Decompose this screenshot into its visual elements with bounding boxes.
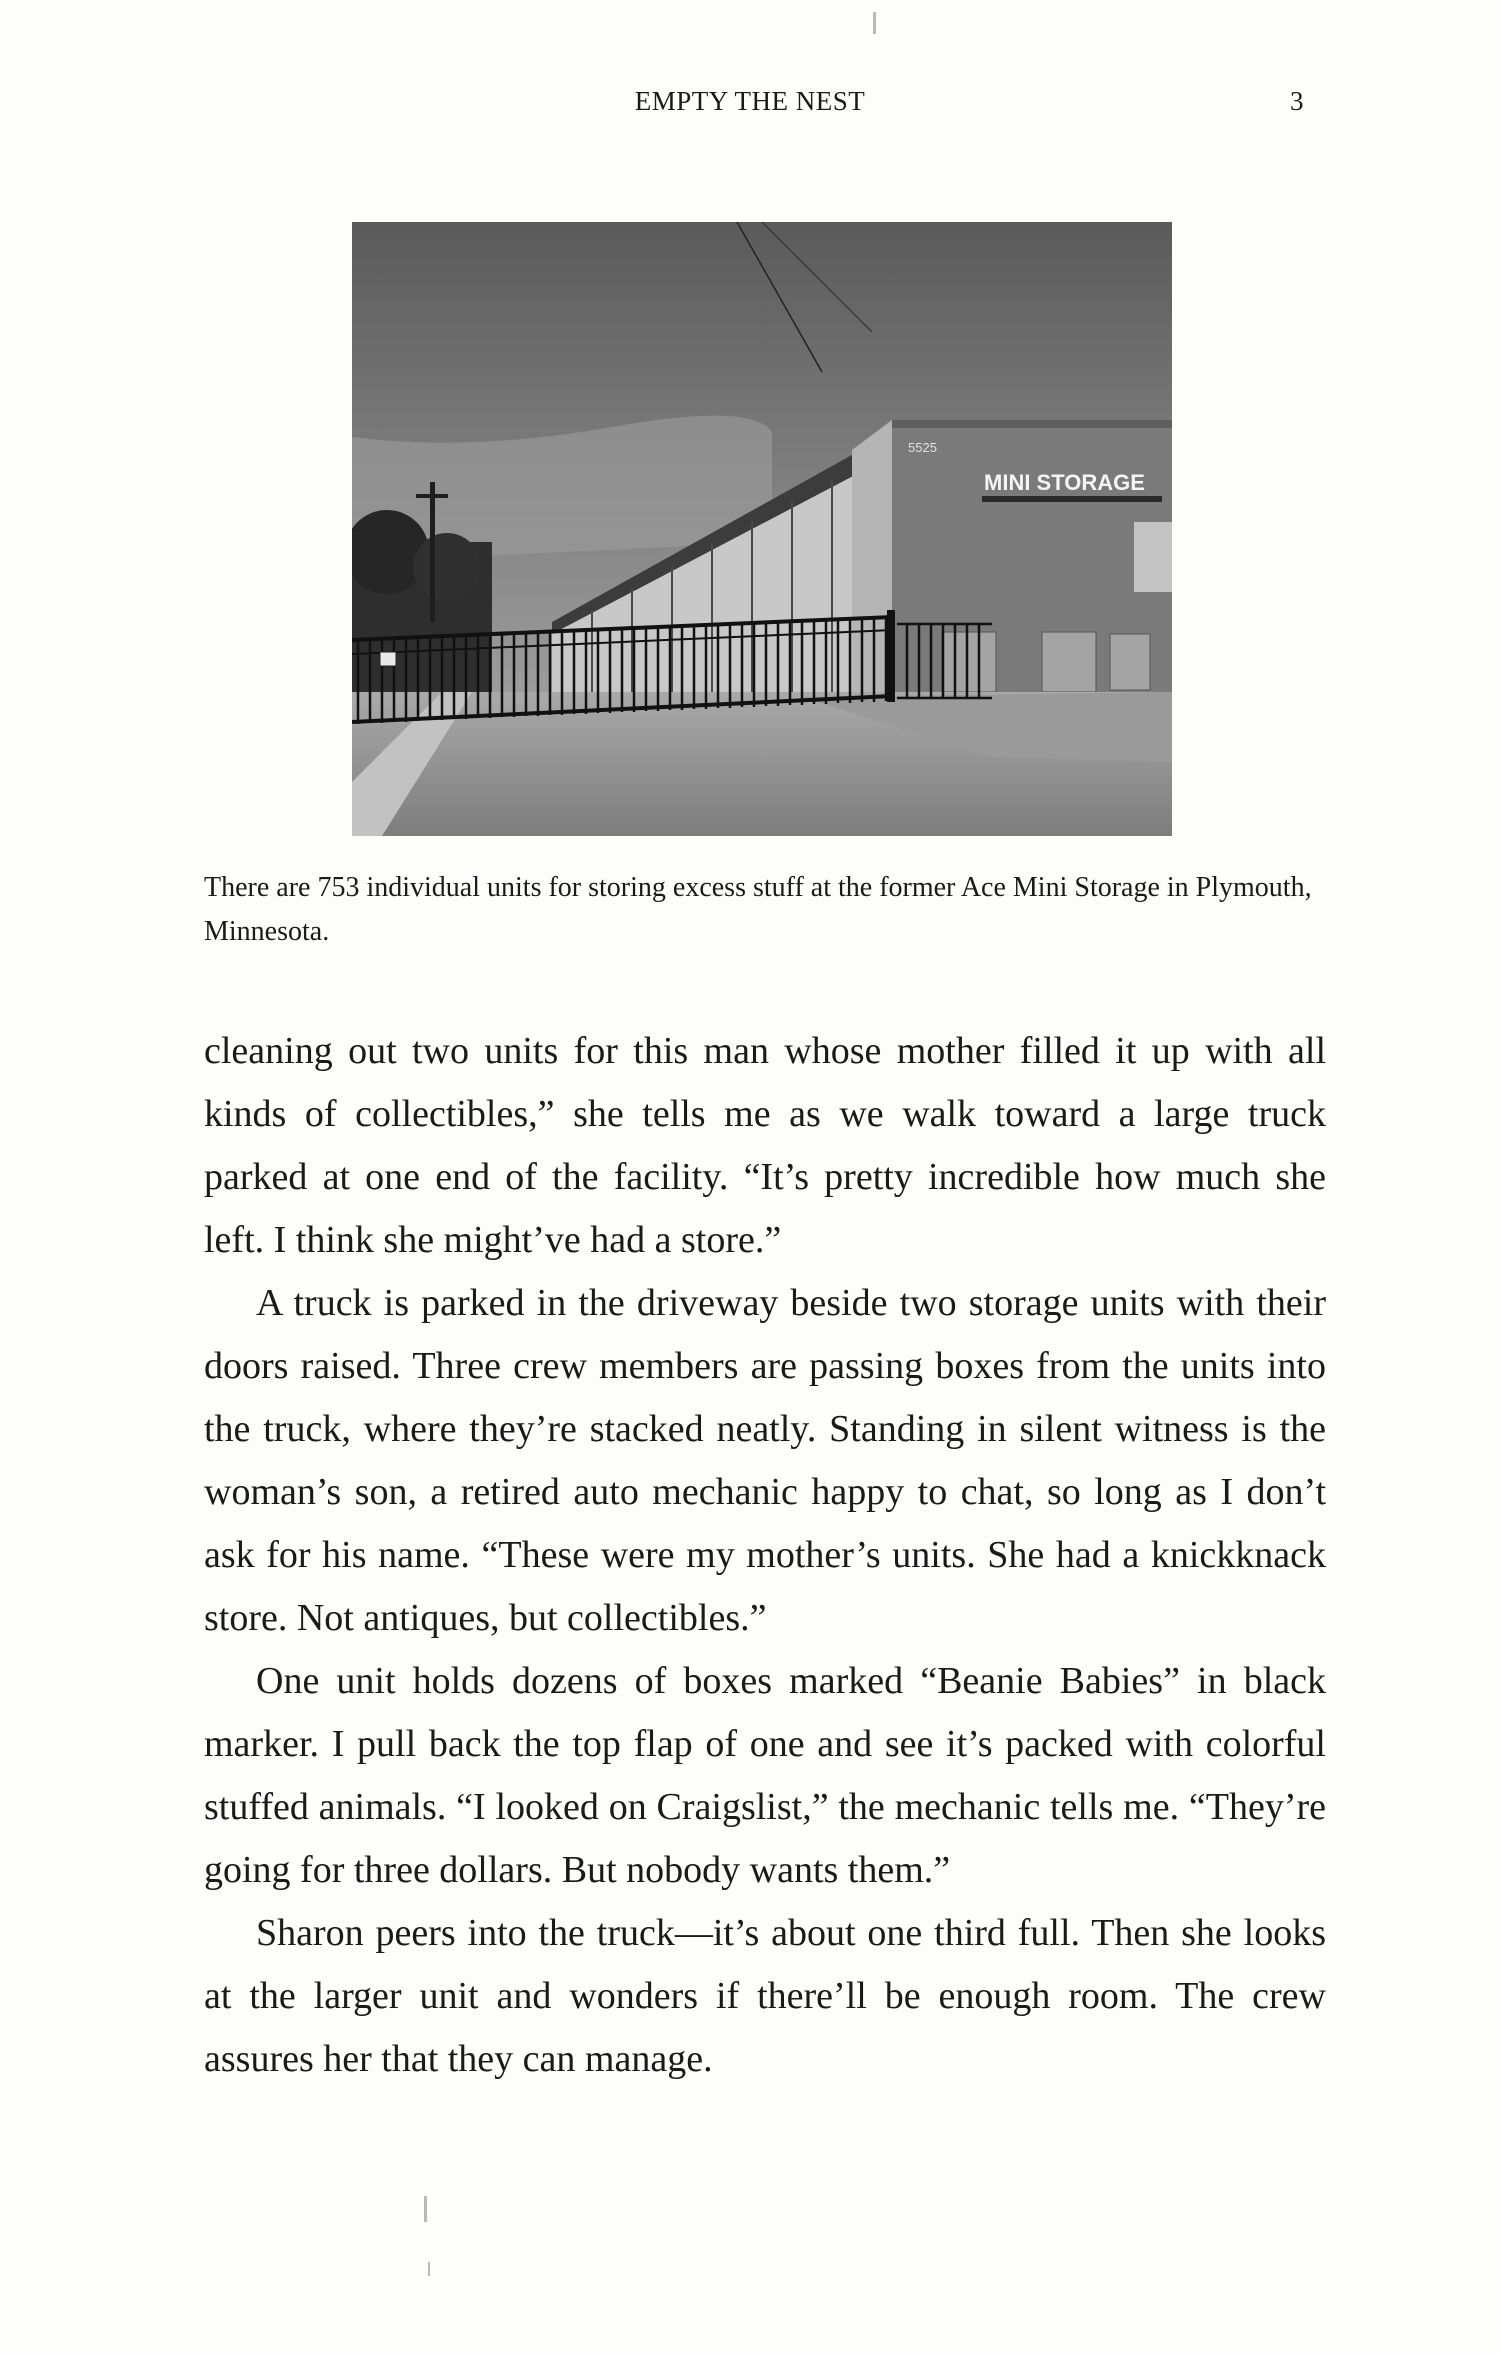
- tree: [413, 533, 481, 601]
- storage-facility-photo: [352, 222, 1172, 836]
- body-text: [204, 1020, 1326, 2091]
- paragraph: Sharon peers into the truck—it’s about one third full. Then she looks at the larger unit and wonders if there’ll be enough room. The crew assures her that they can manage.: [204, 1912, 1326, 2080]
- paragraph: cleaning out two units for this man whose mother filled it up with all kinds of collectibles,” she tells me as we walk toward a large truck parked at one end of the facility. “It’s pretty incredible how much she left. I think she might’ve had a store.”: [204, 1030, 1326, 1261]
- page-number: 3: [1290, 86, 1304, 116]
- sign-underline: [982, 496, 1162, 502]
- paragraph: A truck is parked in the driveway beside two storage units with their doors raised. Three crew members are passing boxes from the units into the truck, where they’re stacked neatly. Standing in silent witness is the woman’s son, a retired auto mechanic happy to chat, so long as I don’t ask for his name. “These were my mother’s units. She had a knickknack store. Not antiques, but collectibles.”: [204, 1282, 1326, 1639]
- neighbor-sign: [1134, 522, 1172, 592]
- scan-speck: [428, 2262, 430, 2276]
- office-windows: [942, 632, 1150, 692]
- scan-speck: [424, 2196, 427, 2222]
- office-building-cornice: [892, 420, 1172, 428]
- building-number: 5525: [908, 440, 937, 455]
- running-title: EMPTY THE NEST: [634, 86, 866, 116]
- paragraph: One unit holds dozens of boxes marked “Beanie Babies” in black marker. I pull back the top flap of one and see it’s packed with colorful stuffed animals. “I looked on Craigslist,” the mechanic tells me. “They’re going for three dollars. But nobody wants them.”: [204, 1660, 1326, 1891]
- scan-speck: [873, 12, 876, 34]
- utility-pole: [430, 482, 435, 622]
- utility-pole-arm: [416, 494, 448, 498]
- photo-caption: There are 753 individual units for storing excess stuff at the former Ace Mini Storage in Plymouth, Minnesota.: [204, 872, 1312, 947]
- gate-sign: [380, 652, 396, 666]
- mini-storage-sign: MINI STORAGE: [984, 470, 1145, 495]
